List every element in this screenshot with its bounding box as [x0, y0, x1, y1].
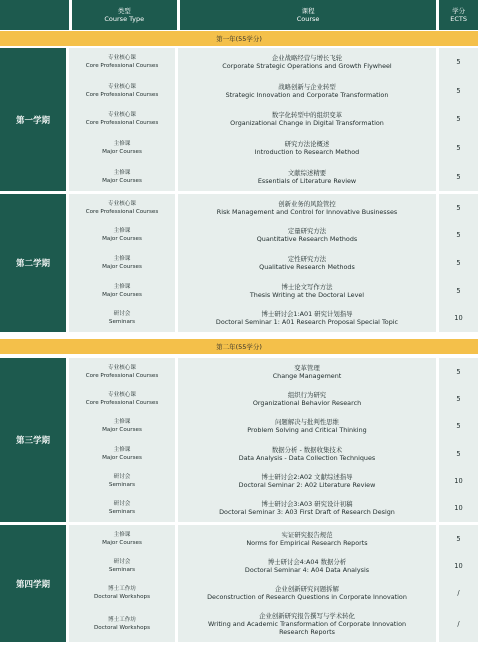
- course-type-en: Doctoral Workshops: [94, 625, 150, 632]
- course-name-zh: 数据分析 - 数据收集技术: [271, 445, 343, 454]
- course-type-cell: [69, 194, 175, 222]
- course-name-zh: 定性研究方法: [287, 254, 327, 263]
- semester-label: 第一学期: [0, 48, 66, 191]
- course-name-zh: 问题解决与批判性思维: [275, 418, 339, 427]
- course-type-en: Major Courses: [102, 149, 142, 156]
- header-blank-cell: [0, 0, 69, 30]
- table-row: [66, 385, 478, 412]
- table-row: [66, 495, 478, 522]
- course-name-cell: [178, 579, 436, 606]
- course-name-en: Norms for Empirical Research Reports: [246, 538, 368, 547]
- ects-cell: 5: [439, 385, 478, 412]
- course-name-zh: 博士研讨会3:A03 研究设计初稿: [261, 500, 353, 509]
- course-name-cell: [178, 222, 436, 250]
- ects-cell: 5: [439, 249, 478, 277]
- course-type-en: Seminars: [108, 566, 136, 573]
- year-band: 第二年(55学分): [0, 339, 478, 354]
- course-type-cell: [69, 222, 175, 250]
- course-name-zh: 博士研讨会4:A04 数据分析: [267, 557, 347, 566]
- ects-cell: 5: [439, 162, 478, 191]
- course-name-zh: 数字化转型中的组织变革: [271, 111, 343, 120]
- table-row: [66, 249, 478, 277]
- ects-cell: 10: [439, 552, 478, 579]
- course-name-en: Qualitative Research Methods: [259, 262, 355, 271]
- course-name-zh: 研究方法论概述: [284, 140, 330, 149]
- course-name-en: Introduction to Research Method: [254, 148, 360, 157]
- course-type-zh: 研讨会: [113, 473, 131, 480]
- course-type-en: Major Courses: [102, 236, 142, 243]
- ects-cell: 5: [439, 277, 478, 305]
- table-row: [66, 48, 478, 77]
- course-name-en: Essentials of Literature Review: [257, 176, 357, 185]
- course-name-en: Data Analysis - Data Collection Techniques: [238, 453, 376, 462]
- course-name-en: Doctoral Seminar 1: A01 Research Proposal Special Topic: [215, 318, 399, 327]
- ects-cell: 5: [439, 48, 478, 77]
- course-name-cell: [178, 277, 436, 305]
- course-name-cell: [178, 304, 436, 332]
- course-name-cell: [178, 552, 436, 579]
- course-type-zh: 主修课: [113, 141, 131, 148]
- ects-cell: 5: [439, 222, 478, 250]
- course-name-cell: [178, 440, 436, 467]
- ects-cell: 5: [439, 440, 478, 467]
- course-type-cell: [69, 249, 175, 277]
- course-type-cell: [69, 277, 175, 305]
- course-type-en: Seminars: [108, 319, 136, 326]
- course-type-zh: 专业核心课: [108, 364, 136, 371]
- table-row: [66, 440, 478, 467]
- course-type-cell: [69, 358, 175, 385]
- course-name-en: Problem Solving and Critical Thinking: [247, 426, 367, 435]
- course-type-cell: [69, 304, 175, 332]
- semester-label: 第三学期: [0, 358, 66, 522]
- header-type-cell: [72, 0, 177, 30]
- course-type-cell: [69, 385, 175, 412]
- course-type-en: Major Courses: [102, 177, 142, 184]
- course-type-zh: 专业核心课: [108, 55, 136, 62]
- table-row: [66, 525, 478, 552]
- course-name-cell: [178, 194, 436, 222]
- table-header: [0, 0, 478, 30]
- course-type-en: Core Professional Courses: [85, 91, 159, 98]
- course-type-en: Major Courses: [102, 291, 142, 298]
- course-type-zh: 研讨会: [113, 501, 131, 508]
- course-name-zh: 战略创新与企业转型: [278, 82, 336, 91]
- course-type-cell: [69, 413, 175, 440]
- ects-cell: /: [439, 579, 478, 606]
- ects-cell: 5: [439, 525, 478, 552]
- header-course-cell: [180, 0, 436, 30]
- course-name-cell: [178, 162, 436, 191]
- course-type-cell: [69, 495, 175, 522]
- course-name-zh: 博士研讨会1:A01 研究计划指导: [261, 310, 353, 319]
- semester-label: 第二学期: [0, 194, 66, 332]
- table-row: [66, 134, 478, 163]
- table-row: [66, 413, 478, 440]
- table-row: [66, 105, 478, 134]
- course-name-en: Corporate Strategic Operations and Growth Flywheel: [222, 62, 392, 71]
- header-type-en: Course Type: [104, 15, 145, 23]
- course-type-zh: 专业核心课: [108, 83, 136, 90]
- course-name-zh: 企业战略经营与增长飞轮: [271, 54, 343, 63]
- course-name-en: Thesis Writing at the Doctoral Level: [249, 290, 365, 299]
- header-ects-en: ECTS: [450, 15, 467, 23]
- course-type-cell: [69, 134, 175, 163]
- course-type-en: Core Professional Courses: [85, 208, 159, 215]
- course-type-en: Major Courses: [102, 454, 142, 461]
- course-type-cell: [69, 440, 175, 467]
- course-name-cell: [178, 134, 436, 163]
- semester-block: [0, 48, 478, 191]
- table-row: [66, 579, 478, 606]
- ects-cell: 10: [439, 304, 478, 332]
- course-type-cell: [69, 77, 175, 106]
- course-type-cell: [69, 552, 175, 579]
- course-type-zh: 主修课: [113, 255, 131, 262]
- header-ects-zh: 学分: [452, 7, 466, 15]
- course-name-en: Writing and Academic Transformation of Corporate Innovation: [207, 620, 407, 629]
- course-name-en: Strategic Innovation and Corporate Transformation: [225, 90, 389, 99]
- semester-block: [0, 194, 478, 332]
- header-course-en: Course: [296, 15, 320, 23]
- course-type-zh: 研讨会: [113, 311, 131, 318]
- course-name-zh: 创新业务的风险管控: [278, 199, 336, 208]
- course-type-en: Core Professional Courses: [85, 120, 159, 127]
- ects-cell: 5: [439, 134, 478, 163]
- course-name-zh: 组织行为研究: [287, 390, 327, 399]
- ects-cell: /: [439, 607, 478, 642]
- course-type-zh: 专业核心课: [108, 200, 136, 207]
- course-type-cell: [69, 579, 175, 606]
- course-type-en: Major Courses: [102, 263, 142, 270]
- semester-block: [0, 525, 478, 642]
- course-type-en: Seminars: [108, 481, 136, 488]
- course-name-en: Risk Management and Control for Innovative Businesses: [216, 207, 398, 216]
- course-type-cell: [69, 607, 175, 642]
- table-row: [66, 607, 478, 642]
- table-row: [66, 467, 478, 494]
- course-type-cell: [69, 105, 175, 134]
- course-name-cell: [178, 413, 436, 440]
- course-type-zh: 博士工作坊: [108, 617, 136, 624]
- course-name-zh: 博士论文写作方法: [281, 282, 333, 291]
- course-name-cell: [178, 607, 436, 642]
- course-name-cell: [178, 525, 436, 552]
- ects-cell: 5: [439, 77, 478, 106]
- course-name-en: Doctoral Seminar 2: A02 Literature Review: [238, 480, 376, 489]
- ects-cell: 5: [439, 194, 478, 222]
- course-type-cell: [69, 467, 175, 494]
- ects-cell: 5: [439, 358, 478, 385]
- course-name-cell: [178, 385, 436, 412]
- course-type-en: Core Professional Courses: [85, 372, 159, 379]
- header-type-zh: 类型: [117, 7, 131, 15]
- course-type-en: Seminars: [108, 509, 136, 516]
- course-name-cell: [178, 495, 436, 522]
- table-row: [66, 304, 478, 332]
- course-type-en: Doctoral Workshops: [94, 594, 150, 600]
- course-name-zh: 企业创新研究问题拆解: [275, 585, 339, 593]
- course-type-en: Core Professional Courses: [85, 399, 159, 406]
- ects-cell: 10: [439, 495, 478, 522]
- course-name-cell: [178, 105, 436, 134]
- table-row: [66, 222, 478, 250]
- course-type-en: Major Courses: [102, 539, 142, 546]
- course-type-cell: [69, 162, 175, 191]
- course-type-zh: 博士工作坊: [108, 586, 136, 592]
- header-course-zh: 课程: [301, 7, 315, 15]
- course-type-zh: 主修课: [113, 283, 131, 290]
- table-row: [66, 194, 478, 222]
- course-name-zh: 变革管理: [294, 363, 320, 372]
- course-type-en: Major Courses: [102, 427, 142, 434]
- course-name-cell: [178, 77, 436, 106]
- course-name-en-line2: Research Reports: [279, 628, 335, 637]
- ects-cell: 5: [439, 105, 478, 134]
- table-row: [66, 77, 478, 106]
- table-row: [66, 162, 478, 191]
- course-name-en: Change Management: [272, 371, 342, 380]
- course-type-zh: 研讨会: [113, 558, 131, 565]
- ects-cell: 10: [439, 467, 478, 494]
- course-name-cell: [178, 48, 436, 77]
- year-band: 第一年(55学分): [0, 31, 478, 46]
- course-name-zh: 文献综述精要: [287, 168, 327, 177]
- course-name-en: Organizational Change in Digital Transformation: [230, 119, 384, 128]
- course-name-en: Doctoral Seminar 4: A04 Data Analysis: [244, 565, 370, 574]
- course-type-zh: 专业核心课: [108, 391, 136, 398]
- table-row: [66, 277, 478, 305]
- course-type-zh: 主修课: [113, 446, 131, 453]
- course-name-cell: [178, 249, 436, 277]
- course-type-cell: [69, 525, 175, 552]
- course-type-en: Core Professional Courses: [85, 63, 159, 70]
- course-type-cell: [69, 48, 175, 77]
- course-type-zh: 主修课: [113, 228, 131, 235]
- course-name-zh: 定量研究方法: [287, 227, 327, 236]
- ects-cell: 5: [439, 413, 478, 440]
- course-type-zh: 专业核心课: [108, 112, 136, 119]
- course-name-zh: 实证研究报告规范: [281, 530, 333, 539]
- course-name-en: Quantitative Research Methods: [256, 235, 358, 244]
- course-name-en: Organizational Behavior Research: [252, 398, 362, 407]
- course-name-cell: [178, 467, 436, 494]
- course-name-zh: 企业创新研究报告撰写与学术转化: [259, 612, 355, 621]
- course-type-zh: 主修课: [113, 531, 131, 538]
- table-row: [66, 552, 478, 579]
- header-ects-cell: [439, 0, 478, 30]
- course-type-zh: 主修课: [113, 169, 131, 176]
- semester-label: 第四学期: [0, 525, 66, 642]
- semester-block: [0, 358, 478, 522]
- course-name-en: Doctoral Seminar 3: A03 First Draft of Research Design: [219, 508, 395, 517]
- course-type-zh: 主修课: [113, 419, 131, 426]
- course-name-cell: [178, 358, 436, 385]
- course-name-zh: 博士研讨会2:A02 文献综述指导: [261, 472, 353, 481]
- course-name-en: Deconstruction of Research Questions in Corporate Innovation: [207, 593, 407, 601]
- table-row: [66, 358, 478, 385]
